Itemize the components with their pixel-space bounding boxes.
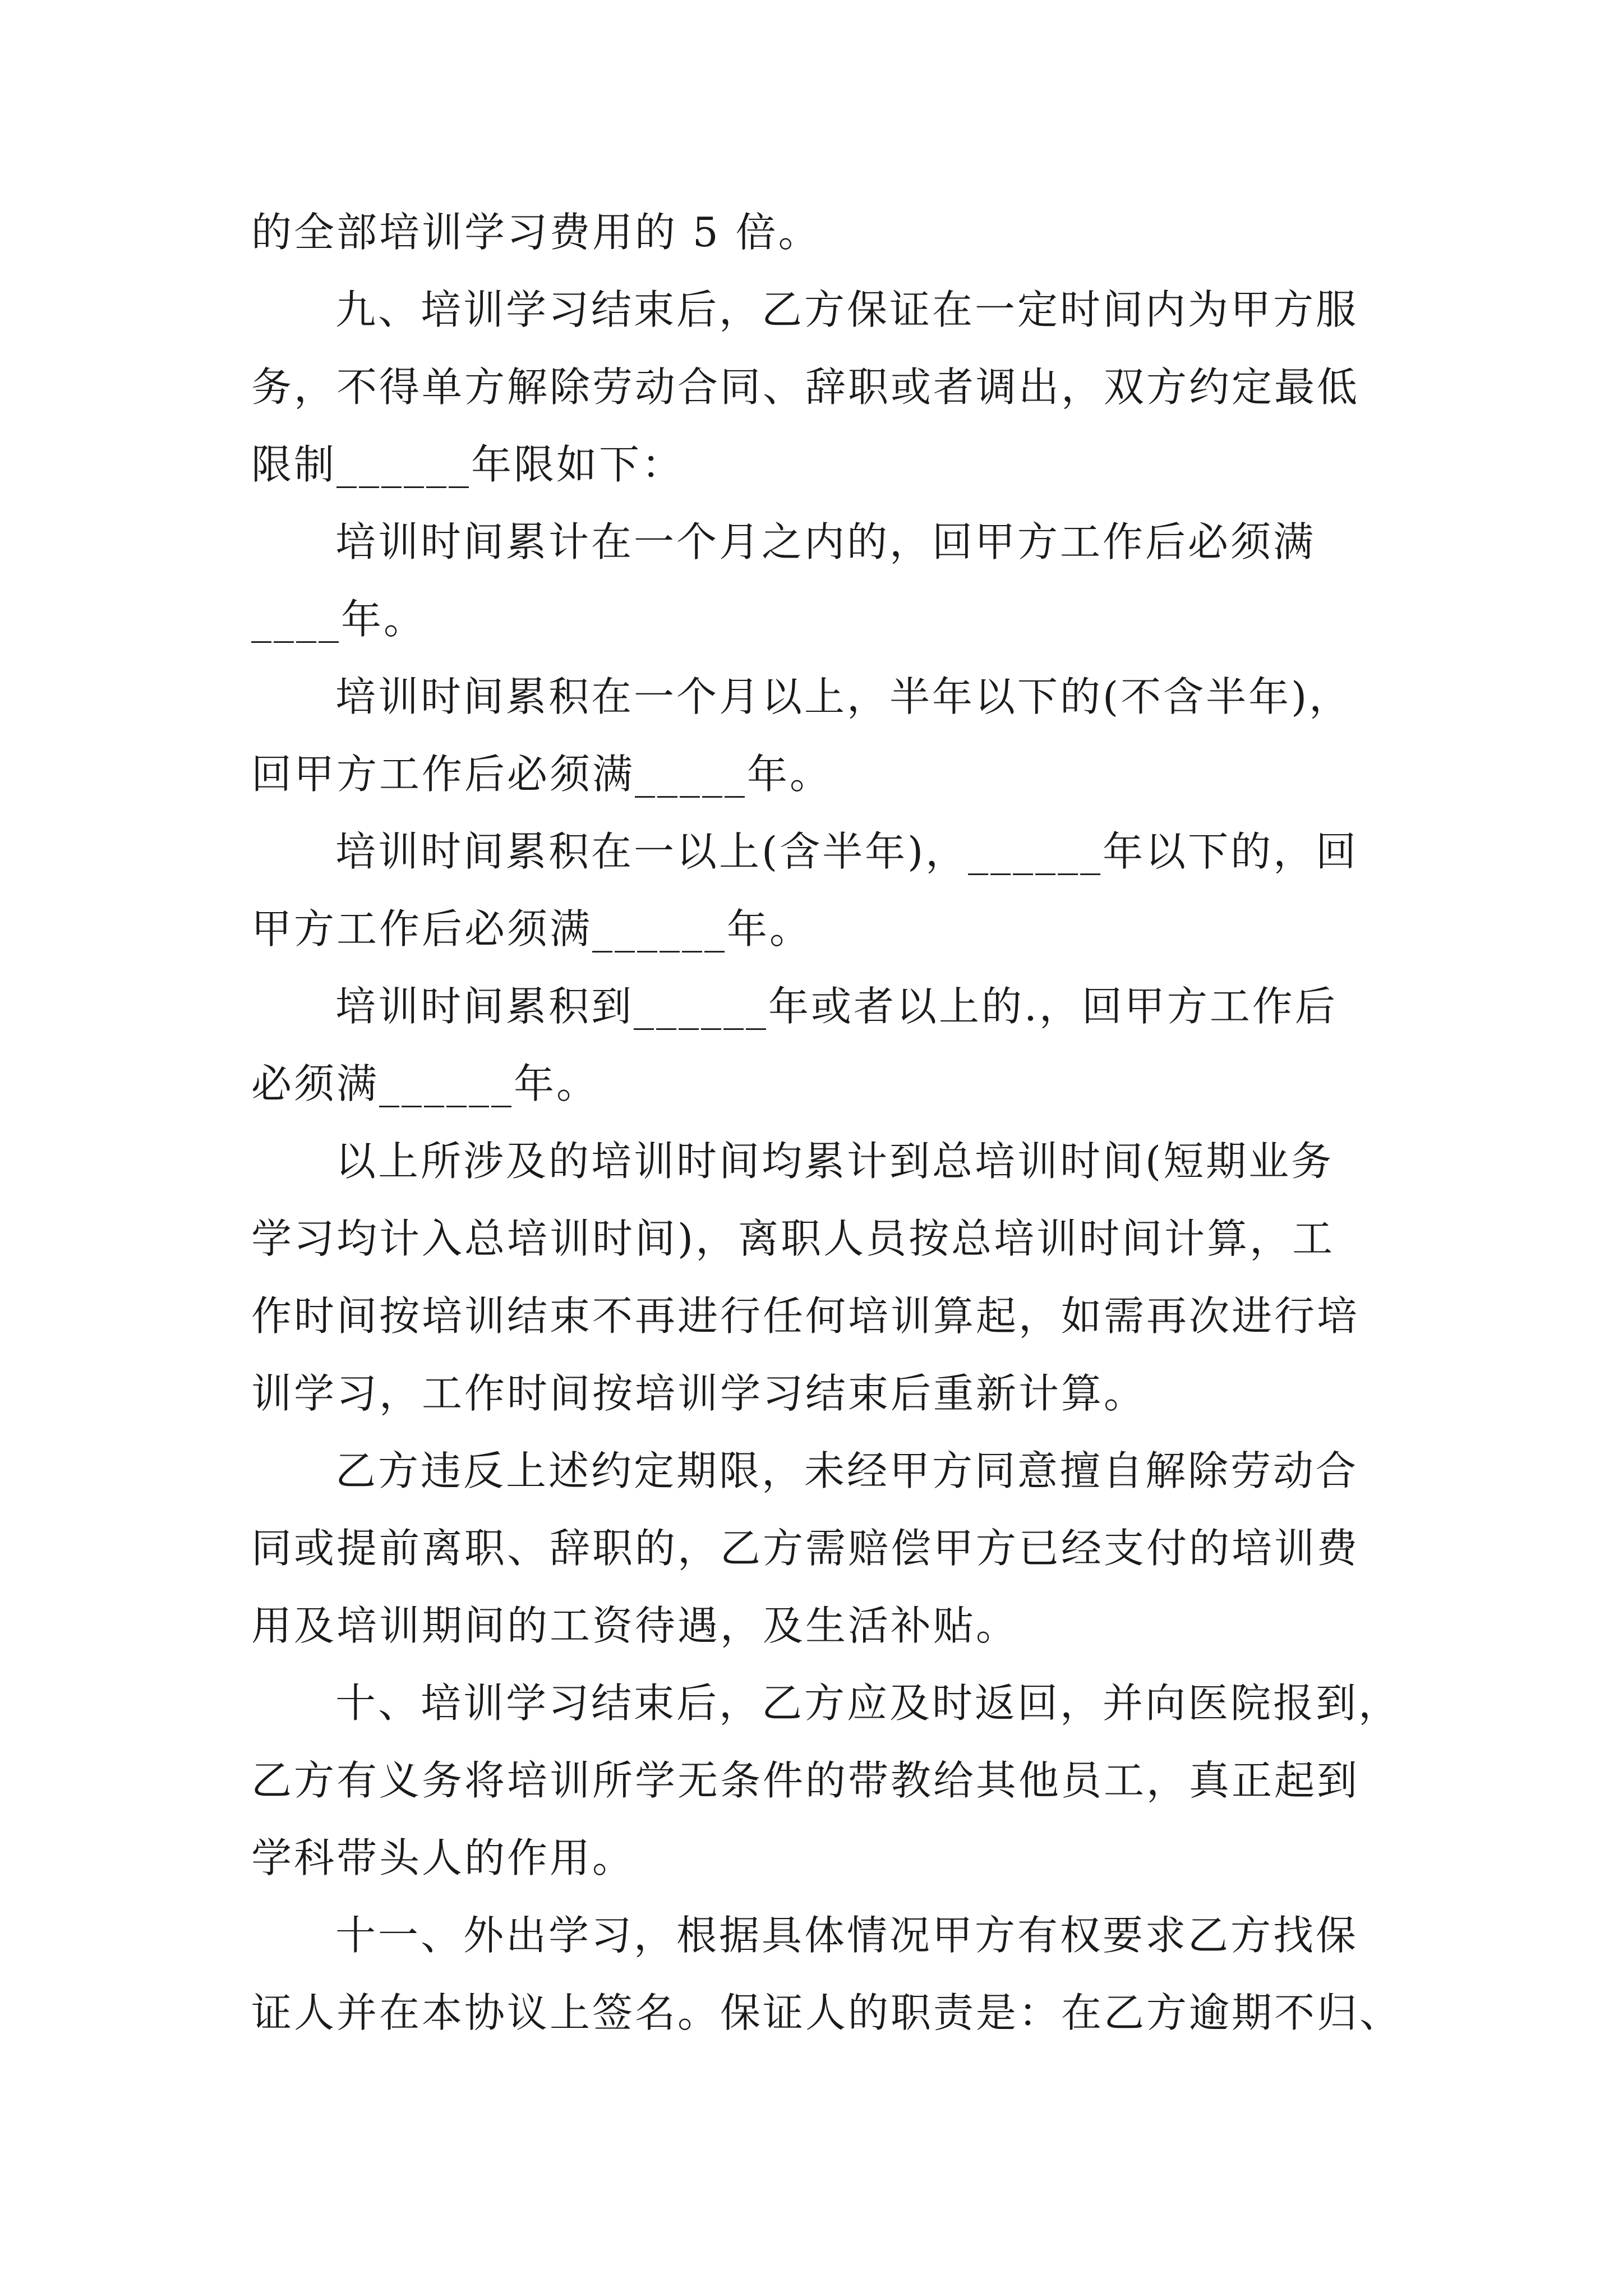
text-line: 的全部培训学习费用的 5 倍。 xyxy=(251,209,821,256)
text-line: 十、培训学习结束后，乙方应及时返回，并向医院报到， xyxy=(335,1680,1401,1727)
text-line: 学习均计入总培训时间)，离职人员按总培训时间计算，工 xyxy=(251,1215,1335,1262)
text-line: 用及培训期间的工资待遇，及生活补贴。 xyxy=(251,1602,1019,1649)
text-line: 限制______年限如下： xyxy=(251,441,685,488)
text-line: 证人并在本协议上签名。保证人的职责是：在乙方逾期不归、 xyxy=(251,1989,1403,2036)
text-line: 甲方工作后必须满______年。 xyxy=(251,905,813,953)
text-line: 培训时间累积在一个月以上，半年以下的(不含半年)， xyxy=(335,673,1352,720)
text-line: 培训时间累积在一以上(含半年)，______年以下的，回 xyxy=(335,828,1359,875)
text-line: 作时间按培训结束不再进行任何培训算起，如需再次进行培 xyxy=(251,1292,1360,1340)
text-line: 九、培训学习结束后，乙方保证在一定时间内为甲方服 xyxy=(335,286,1359,333)
text-line: 必须满______年。 xyxy=(251,1060,600,1107)
text-line: 学科带头人的作用。 xyxy=(251,1834,635,1881)
text-line: 训学习，工作时间按培训学习结束后重新计算。 xyxy=(251,1370,1147,1417)
document-body xyxy=(251,194,1403,2051)
text-line: 培训时间累计在一个月之内的，回甲方工作后必须满 xyxy=(335,518,1316,565)
text-line: 回甲方工作后必须满_____年。 xyxy=(251,751,833,798)
text-line: 以上所涉及的培训时间均累计到总培训时间(短期业务 xyxy=(335,1138,1334,1185)
text-line: 务，不得单方解除劳动合同、辞职或者调出，双方约定最低 xyxy=(251,364,1360,411)
text-line: 乙方有义务将培训所学无条件的带教给其他员工，真正起到 xyxy=(251,1757,1360,1804)
text-line: 同或提前离职、辞职的，乙方需赔偿甲方已经支付的培训费 xyxy=(251,1525,1360,1572)
text-line: 十一、外出学习，根据具体情况甲方有权要求乙方找保 xyxy=(335,1912,1359,1959)
text-line: 培训时间累积到______年或者以上的.，回甲方工作后 xyxy=(335,983,1338,1030)
text-line: 乙方违反上述约定期限，未经甲方同意擅自解除劳动合 xyxy=(335,1447,1359,1494)
text-line: ____年。 xyxy=(251,596,427,643)
